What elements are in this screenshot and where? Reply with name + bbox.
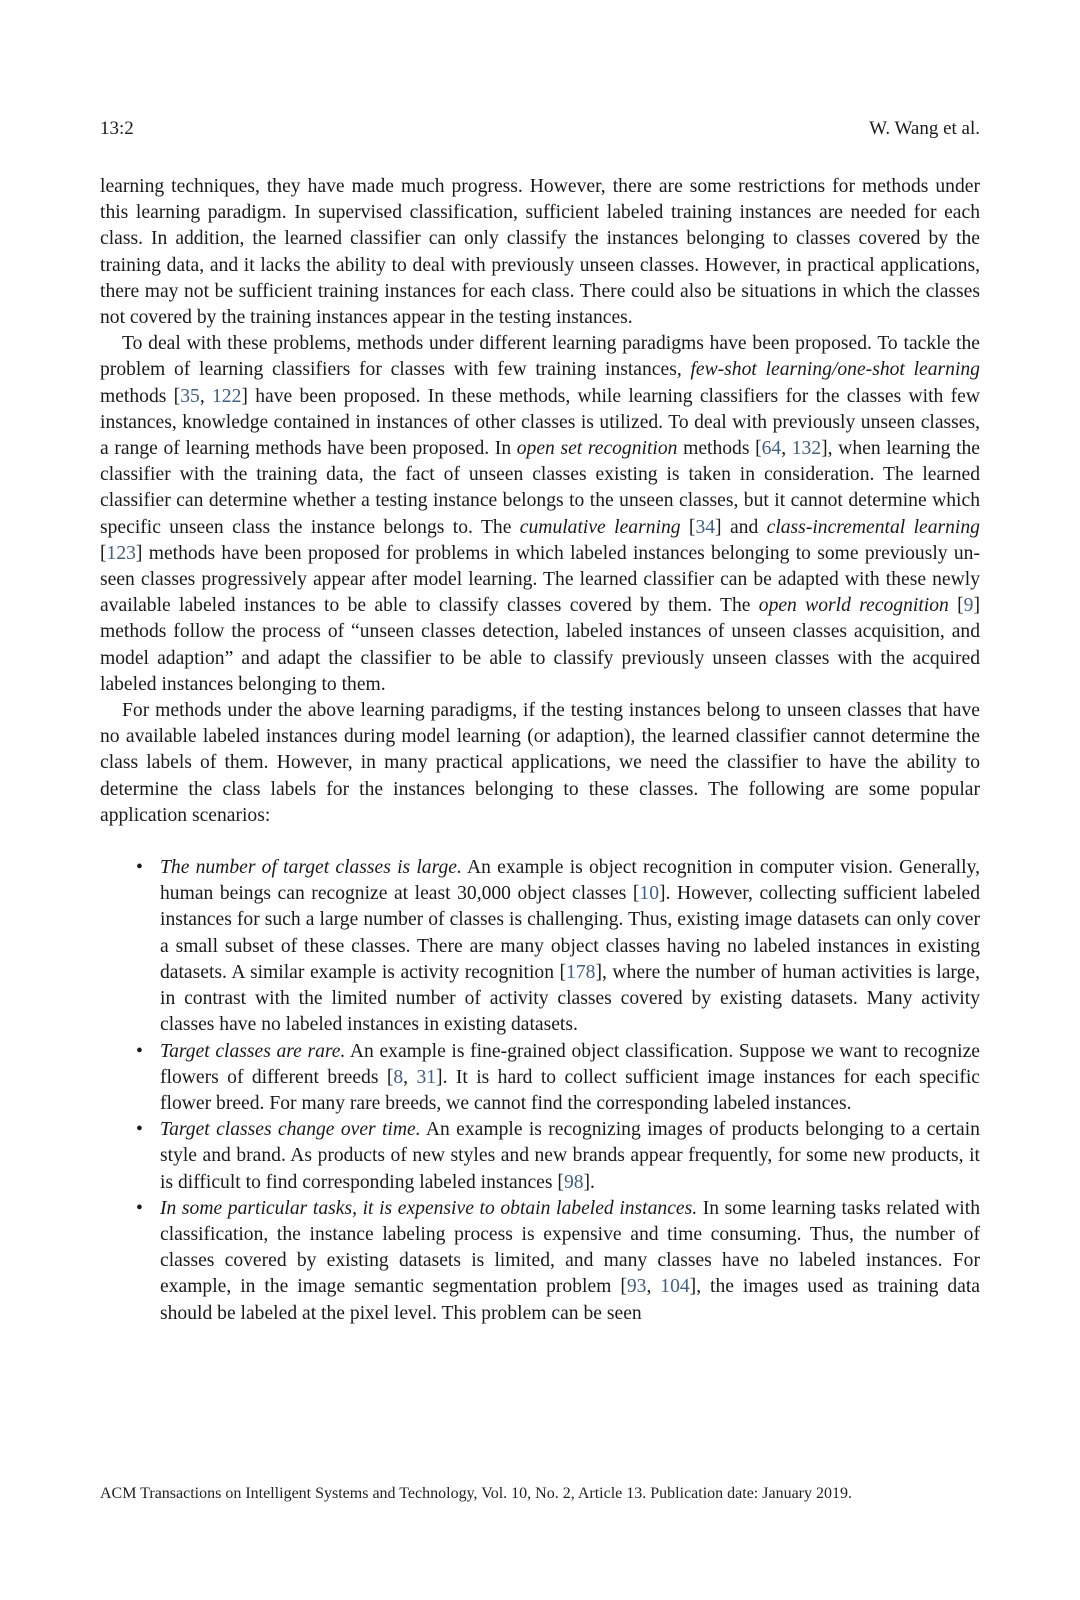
text-run: [ [100, 542, 107, 564]
text-run: For methods under the above learning paradigms, if the testing instances belong to unseen classes that have no available labeled instances during model learning (or adaption), the learned classifier cannot determine the class labels of them. However, in many practical applications, we need the classifier to have the ability to determine the class labels for the instances belonging to these classes. The following are some popular application scenarios: [100, 700, 980, 826]
emphasized-term: open world recognition [758, 595, 949, 617]
text-run: ]. However, collecting sufficient labeled instances for such a large number of classes is challenging. Thus, existing image datasets can only cover a small subset of these classes. There are many object classes having no labeled instances in existing datasets. A similar example is activity recognition [ [160, 883, 980, 983]
body-text [100, 174, 980, 1327]
text-run: [ [680, 516, 696, 538]
scenario-item [100, 855, 980, 1038]
text-run: ]. [583, 1171, 595, 1193]
citation-link[interactable]: 122 [212, 385, 242, 407]
text-run: ], where the number of human activities is large, in contrast with the limited number of activity classes covered by existing datasets. Many activity classes have no labeled instances in existing datasets. [160, 961, 980, 1036]
text-run: An example is fine-grained object classification. Suppose we want to recognize flowers of different breeds [ [160, 1040, 980, 1088]
text-run: methods [ [100, 385, 181, 407]
page-number: 13:2 [100, 118, 134, 139]
bullet-icon: • [136, 857, 143, 879]
text-run: In some learning tasks related with classification, the instance labeling process is expensive and time consuming. Thus, the number of classes covered by existing datasets is limited, and many classes have no labeled instances. For example, in the image semantic segmentation problem [ [160, 1197, 980, 1298]
emphasized-term: few-shot learning/one-shot learning [690, 359, 980, 381]
text-run: [ [948, 595, 964, 617]
text-run: To deal with these problems, methods under different learning paradigms have been proposed. To tackle the problem of learning classifiers for classes with few training instances, [100, 333, 980, 381]
emphasized-term: open set recognition [516, 438, 678, 460]
citation-link[interactable]: 35 [180, 385, 200, 407]
text-run: ] methods follow the process of “unseen classes detection, labeled instances of unseen classes acquisition, and model adaption” and adapt the classifier to be able to classify previously unseen classes with the acquired labeled instances belonging to them. [100, 595, 980, 695]
text-run: ] and [715, 516, 767, 538]
bullet-icon: • [136, 1119, 143, 1141]
citation-link[interactable]: 31 [416, 1066, 437, 1088]
text-run: , [781, 438, 792, 460]
citation-link[interactable]: 98 [563, 1171, 584, 1193]
text-run: , [646, 1276, 661, 1298]
text-run: , [199, 385, 212, 407]
emphasized-term: class-incremental learning [766, 516, 980, 538]
journal-footer: ACM Transactions on Intelligent Systems and Technology, Vol. 10, No. 2, Article 13. Publication date: January 2019. [100, 1485, 853, 1502]
citation-link[interactable]: 104 [660, 1276, 690, 1298]
text-run: methods [ [677, 438, 762, 460]
text-run: An example is recognizing images of products belonging to a certain style and brand. As products of new styles and new brands appear frequently, for some new products, it is difficult to find corresponding labeled instances [ [160, 1119, 980, 1193]
text-run: An example is object recognition in computer vision. Generally, human beings can recognize at least 30,000 object classes [ [160, 857, 980, 905]
paragraph [100, 174, 980, 331]
citation-link[interactable]: 123 [106, 542, 136, 564]
scenario-item [100, 1196, 980, 1327]
citation-link[interactable]: 132 [791, 438, 822, 460]
running-head [100, 118, 980, 144]
paragraph [100, 331, 980, 698]
scenario-list [100, 855, 980, 1327]
emphasized-term: In some particular tasks, it is expensive to obtain labeled instances. [160, 1197, 698, 1219]
emphasized-term: cumulative learning [519, 516, 681, 538]
text-run: ] have been proposed. In these methods, while learning classifiers for the classes with few instances, knowledge contained in instances of other classes is utilized. To deal with previously unseen classes, a range of learning methods have been proposed. In [100, 385, 981, 460]
emphasized-term: Target classes are rare. [160, 1040, 346, 1062]
citation-link[interactable]: 9 [963, 595, 974, 617]
citation-link[interactable]: 10 [639, 883, 660, 905]
scenario-item [100, 1039, 980, 1118]
bullet-icon: • [136, 1197, 143, 1219]
citation-link[interactable]: 34 [695, 516, 716, 538]
paragraph-list [100, 174, 980, 829]
citation-link[interactable]: 93 [626, 1276, 647, 1298]
text-run: learning techniques, they have made much progress. However, there are some restrictions for methods under this learning paradigm. In supervised classification, sufficient labeled training instances are needed for each class. In addition, the learned classifier can only classify the instances belonging to classes covered by the training data, and it lacks the ability to deal with previously unseen classes. However, in practical applications, there may not be sufficient training instances for each class. There could also be situations in which the classes not covered by the training instances appear in the testing instances. [100, 176, 980, 329]
text-run: ]. It is hard to collect sufficient image instances for each specific flower breed. For many rare breeds, we cannot find the corresponding labeled instances. [160, 1066, 980, 1114]
emphasized-term: Target classes change over time. [160, 1119, 421, 1141]
author-header: W. Wang et al. [869, 118, 980, 139]
paragraph [100, 698, 980, 829]
text-run: ], when learning the classifier with the training data, the fact of unseen classes existing is taken in consideration. The learned classifier can determine whether a testing instance belongs to the unseen classes, but it cannot determine which specific unseen class the instance belongs to. The [100, 438, 981, 538]
text-run: ], the images used as training data should be labeled at the pixel level. This problem can be seen [160, 1276, 980, 1324]
text-run: ] methods have been proposed for problems in which labeled instances belonging to some previously unseen classes progressively appear after model learning. The learned classifier can be adapted with these newly available labeled instances to be able to classify classes covered by them. The [100, 542, 980, 617]
citation-link[interactable]: 8 [393, 1066, 404, 1088]
citation-link[interactable]: 64 [761, 438, 782, 460]
scenario-item [100, 1117, 980, 1196]
citation-link[interactable]: 178 [566, 961, 596, 983]
emphasized-term: The number of target classes is large. [160, 857, 462, 879]
bullet-icon: • [136, 1040, 143, 1062]
text-run: , [403, 1066, 417, 1088]
